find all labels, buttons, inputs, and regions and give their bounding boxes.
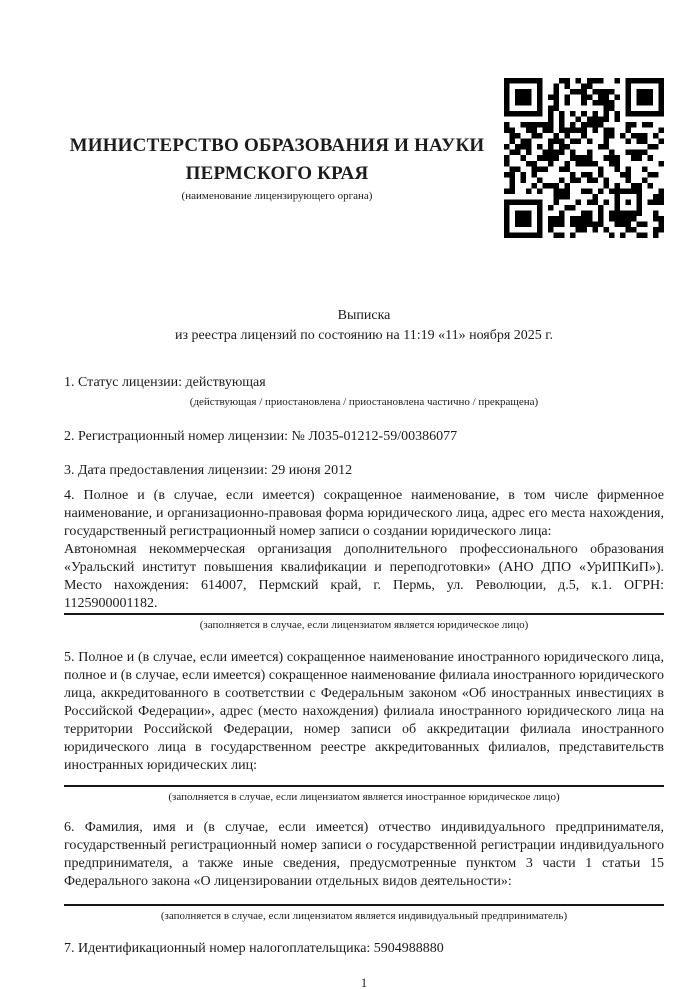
clause-registration-number [64, 428, 664, 446]
legal-entity-prompt: 4. Полное и (в случае, если имеется) сокращенное наименование, в том числе фирменное наименование, и организационно-правовая форма юридического лица, адрес его места нахождения, государственный регистрационный номер записи о создании юридического лица: [64, 488, 664, 539]
ministry-name-line2: ПЕРМСКОГО КРАЯ [185, 163, 369, 184]
ministry-name-line1: МИНИСТЕРСТВО ОБРАЗОВАНИЯ И НАУКИ [69, 135, 485, 156]
clause-foreign-entity [64, 649, 664, 805]
fill-line [64, 613, 664, 615]
legal-entity-answer: Автономная некоммерческая организация дополнительного профессионального образования «Уральский институт повышения квалификации и переподготовки» (АНО ДПО «УрИПКиП»). Место нахождения: 614007, Пермский край, г. Пермь, ул. Революции, д.5, к.1. ОГРН: 1125900001182. [64, 542, 664, 611]
title-line1: Выписка [337, 308, 391, 323]
foreign-entity-prompt: 5. Полное и (в случае, если имеется) сокращенное наименование иностранного юридического лица, полное и (в случае, если имеется) сокращенное наименование филиала иностранного юридического лица, аккредитованного в соответствии с Федеральным законом «Об иностранных инвестициях в Российской Федерации», адрес (место нахождения) филиала иностранного юридического лица на территории Российской Федерации, номер записи об аккредитации филиала иностранного юридического лица в государственном реестре аккредитованных филиалов, представительств иностранных юридических лиц: [64, 650, 664, 773]
individual-entrepreneur-prompt: 6. Фамилия, имя и (в случае, если имеется) отчество индивидуального предпринимателя, государственный регистрационный номер записи о государственной регистрации индивидуального предпринимателя, а также иные сведения, предусмотренные пунктом 3 части 1 статьи 15 Федерального закона «О лицензировании отдельных видов деятельности»: [64, 820, 664, 889]
document-title [64, 306, 664, 346]
license-date-text: 3. Дата предоставления лицензии: 29 июня 2012 [64, 463, 353, 478]
clause-legal-entity [64, 487, 664, 633]
fill-line [64, 785, 664, 787]
qr-code-icon [504, 78, 664, 238]
clause-individual-entrepreneur [64, 819, 664, 924]
taxpayer-number-text: 7. Идентификационный номер налогоплательщика: 5904988880 [64, 941, 444, 956]
license-status-caption: (действующая / приостановлена / приостановлена частично / прекращена) [189, 396, 539, 408]
individual-entrepreneur-caption: (заполняется в случае, если лицензиатом является индивидуальный предприниматель) [160, 910, 568, 922]
clause-license-status [64, 374, 664, 410]
fill-line [64, 904, 664, 906]
title-line2: из реестра лицензий по состоянию на 11:19 «11» ноября 2025 г. [175, 328, 553, 343]
license-status-text: 1. Статус лицензии: действующая [64, 375, 266, 390]
licensing-authority-block [64, 78, 504, 204]
legal-entity-caption: (заполняется в случае, если лицензиатом является юридическое лицо) [199, 619, 529, 631]
page-number: 1 [360, 976, 368, 989]
document-header [64, 78, 664, 238]
licensing-authority-caption: (наименование лицензирующего органа) [181, 190, 373, 202]
clause-taxpayer-number [64, 940, 664, 958]
registration-number-text: 2. Регистрационный номер лицензии: № Л035-01212-59/00386077 [64, 429, 458, 444]
clause-license-date [64, 462, 664, 480]
foreign-entity-caption: (заполняется в случае, если лицензиатом является иностранное юридическое лицо) [168, 791, 560, 803]
